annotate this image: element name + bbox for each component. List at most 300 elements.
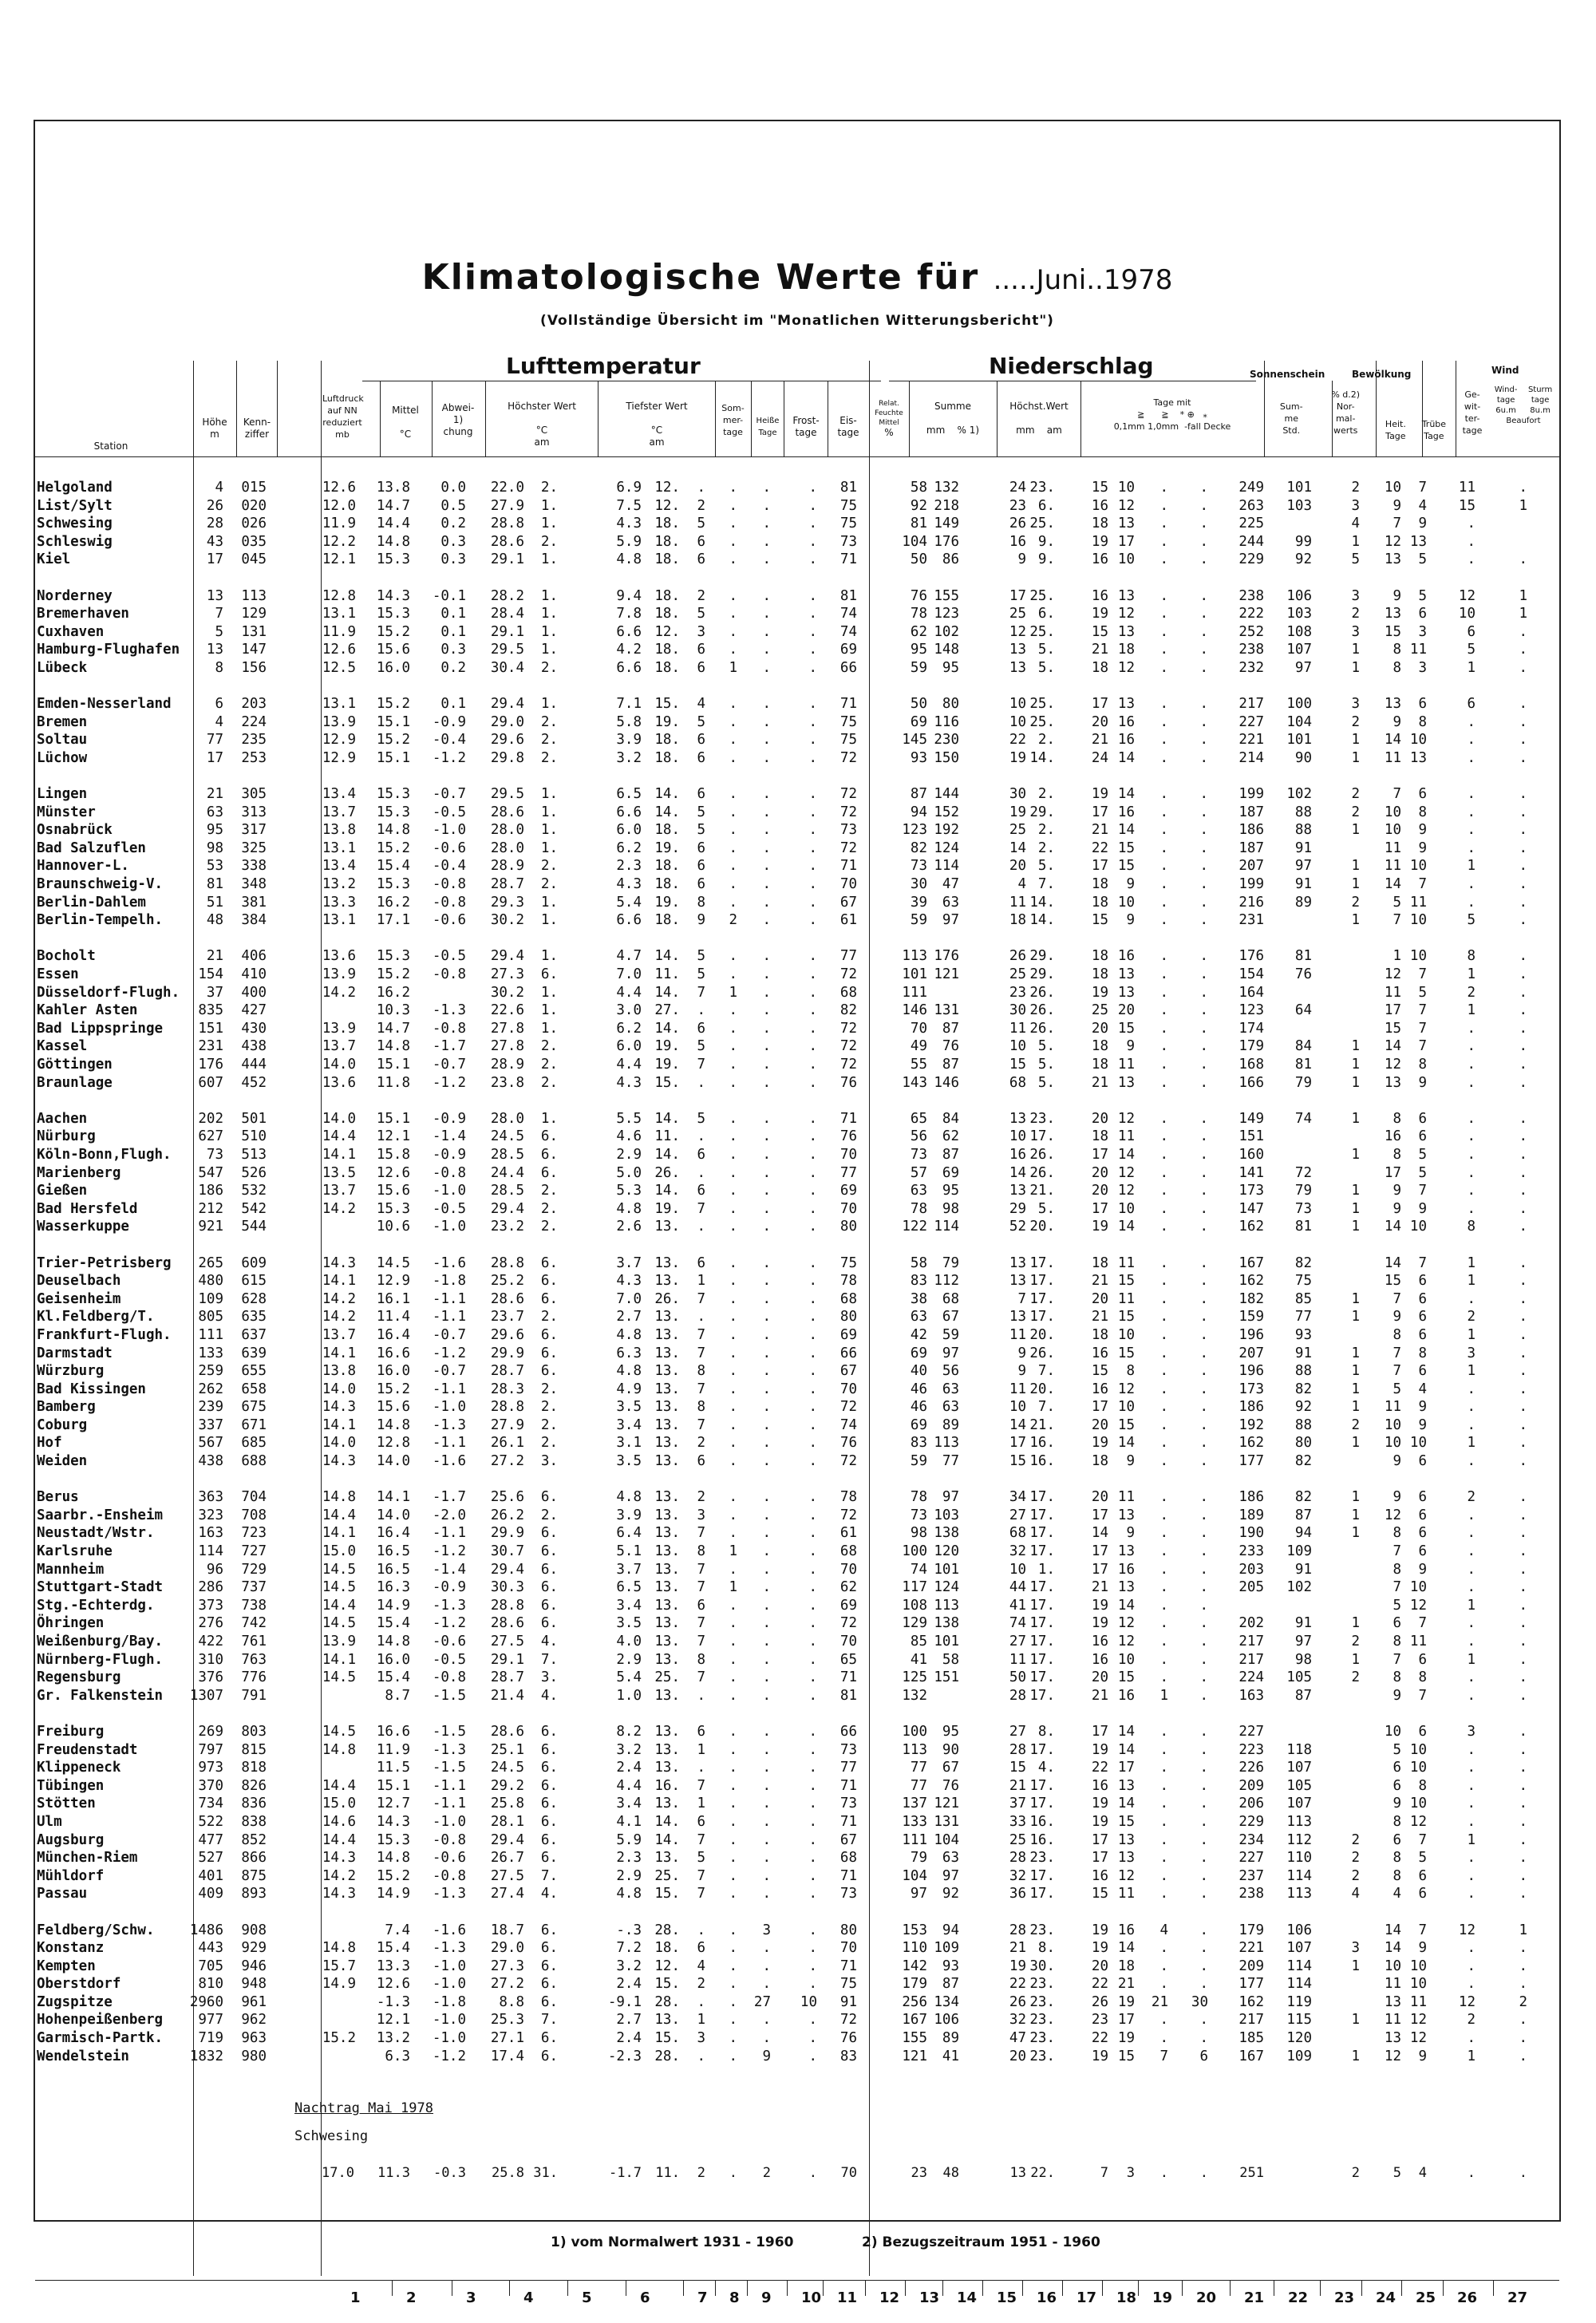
cell-tage-01: 18 xyxy=(1091,1254,1108,1271)
cell-sonne-summe: 196 xyxy=(1238,1326,1264,1343)
column-number: 25 xyxy=(1416,2289,1436,2306)
cell-heissetage: . xyxy=(729,1687,737,1704)
cell-frosttage: . xyxy=(762,2030,771,2047)
cell-truebe: 10 xyxy=(1384,1958,1401,1974)
cell-abweichung: 0.1 xyxy=(440,606,466,622)
cell-mittel: 14.8 xyxy=(376,1634,410,1649)
cell-summe: 69 xyxy=(910,713,927,730)
cell-station: Trier-Petrisberg xyxy=(37,1254,172,1271)
cell-max: 17.4 xyxy=(490,2048,524,2064)
cell-schneedecke: . xyxy=(1199,1020,1208,1037)
cell-min-am: 18. xyxy=(654,912,680,929)
hdr-feuchte: Relat. Feuchte Mittel % xyxy=(875,400,903,438)
cell-summe: 85 xyxy=(910,1634,927,1649)
cell-frosttage: . xyxy=(762,1615,771,1632)
cell-abweichung: -1.4 xyxy=(432,1128,466,1145)
cell-hoechst: 13 xyxy=(1009,642,1026,658)
cell-hoechst-am: 8. xyxy=(1037,1940,1055,1957)
cell-sonne-pct: 109 xyxy=(1286,1543,1312,1560)
cell-tage-10: 12 xyxy=(1117,1615,1135,1632)
cell-heissetage: . xyxy=(729,587,737,604)
cell-schnee: . xyxy=(1159,1796,1168,1812)
cell-station: Stuttgart-Stadt xyxy=(37,1579,164,1596)
cell-min-am: 14. xyxy=(654,804,680,820)
cell-sommertage: 7 xyxy=(697,1579,705,1596)
cell-hoehe: 114 xyxy=(198,1543,223,1560)
cell-truebe: 7 xyxy=(1393,516,1401,532)
cell-hoechst: 68 xyxy=(1009,1074,1026,1091)
cell-min: 2.9 xyxy=(616,1146,642,1163)
cell-summe-pct: 59 xyxy=(942,1326,959,1343)
cell-windtage: . xyxy=(1467,1074,1476,1091)
cell-sonne-summe: 186 xyxy=(1238,822,1264,839)
cell-schneedecke: . xyxy=(1199,1741,1208,1758)
cell-frosttage: . xyxy=(762,1200,771,1217)
cell-sonne-summe: 207 xyxy=(1238,858,1264,875)
cell-min-am: 13. xyxy=(654,1416,680,1433)
cell-luftdruck: 14.0 xyxy=(322,1381,356,1397)
cell-tage-10: 17 xyxy=(1117,2012,1135,2029)
cell-eistage: . xyxy=(808,786,817,803)
cell-sturmtage: . xyxy=(1519,1940,1527,1957)
cell-hoechst-am: 21. xyxy=(1029,1183,1055,1199)
cell-schneedecke: . xyxy=(1199,966,1208,983)
cell-kennziffer: 035 xyxy=(241,533,267,550)
cell-max: 27.4 xyxy=(490,1886,524,1902)
cell-feuchte: 81 xyxy=(839,587,857,604)
cell-tage-01: 19 xyxy=(1091,1435,1108,1452)
cell-schnee: . xyxy=(1159,2012,1168,2029)
cell-hoehe: 627 xyxy=(198,1128,223,1145)
cell-summe-pct: 176 xyxy=(934,533,959,550)
cell-heissetage: . xyxy=(729,1561,737,1578)
table-row xyxy=(35,749,1559,768)
table-row xyxy=(35,804,1559,822)
cell-kennziffer: 224 xyxy=(241,713,267,730)
cell-tage-01: 16 xyxy=(1091,1381,1108,1397)
cell-kennziffer: 826 xyxy=(241,1777,267,1794)
table-row xyxy=(35,1578,1559,1597)
cell-abweichung: -0.5 xyxy=(432,1200,466,1217)
cell-max-am: 6. xyxy=(540,1164,558,1181)
cell-gewitter: 7 xyxy=(1418,1254,1427,1271)
cell-tage-01: 18 xyxy=(1091,894,1108,911)
cell-feuchte: 62 xyxy=(839,1579,857,1596)
cell-truebe: 13 xyxy=(1384,1074,1401,1091)
cell-min-am: 13. xyxy=(654,1273,680,1290)
cell-abweichung: -1.6 xyxy=(432,1254,466,1271)
cell-windtage: 1 xyxy=(1467,1273,1476,1290)
cell-feuchte: 70 xyxy=(839,1561,857,1578)
cell-min: 6.4 xyxy=(616,1525,642,1542)
cell-station: Nürnberg-Flugh. xyxy=(37,1651,164,1668)
cell-gewitter: 7 xyxy=(1418,1020,1427,1037)
cell-heitere: 1 xyxy=(1351,1309,1360,1325)
table-row xyxy=(35,1416,1559,1435)
cell-hoechst: 44 xyxy=(1009,1579,1026,1596)
cell-gewitter: 6 xyxy=(1418,606,1427,622)
cell-luftdruck: 14.0 xyxy=(322,1110,356,1127)
cell-tage-01: 24 xyxy=(1091,749,1108,766)
cell-summe: 155 xyxy=(902,2030,927,2047)
cell-max-am: 2. xyxy=(540,659,558,676)
cell-windtage: . xyxy=(1467,516,1476,532)
column-number: 19 xyxy=(1152,2289,1173,2306)
cell-schneedecke: . xyxy=(1199,1507,1208,1523)
cell-max: 28.8 xyxy=(490,1597,524,1614)
cell-summe: 38 xyxy=(910,1290,927,1307)
cell-schnee: . xyxy=(1159,840,1168,856)
cell-sonne-pct: 91 xyxy=(1294,840,1312,856)
cell-tage-10: 12 xyxy=(1117,1183,1135,1199)
cell-sturmtage: . xyxy=(1519,786,1527,803)
cell-frosttage: . xyxy=(762,606,771,622)
cell-min: 6.6 xyxy=(616,659,642,676)
cell-abweichung: -1.2 xyxy=(432,1074,466,1091)
cell-tage-10: 9 xyxy=(1126,912,1135,929)
cell-schneedecke: . xyxy=(1199,1958,1208,1974)
cell-luftdruck: 11.9 xyxy=(322,623,356,640)
cell-eistage: . xyxy=(808,1777,817,1794)
cell-gewitter: 12 xyxy=(1409,2030,1427,2047)
cell-hoechst-am: 16. xyxy=(1029,1813,1055,1830)
cell-hoehe: 1832 xyxy=(189,2048,223,2064)
cell-feuchte: 71 xyxy=(839,551,857,568)
cell-sonne-summe: 189 xyxy=(1238,1507,1264,1523)
cell-heissetage: . xyxy=(729,551,737,568)
cell-tage-01: 19 xyxy=(1091,984,1108,1001)
cell-truebe: 8 xyxy=(1393,1850,1401,1867)
cell-sonne-summe: 187 xyxy=(1238,804,1264,820)
cell-min: 4.4 xyxy=(616,1057,642,1073)
cell-luftdruck: 14.8 xyxy=(322,1741,356,1758)
cell-summe: 39 xyxy=(910,894,927,911)
cell-max: 28.8 xyxy=(490,1254,524,1271)
row-spacer xyxy=(35,678,1559,696)
cell-heissetage: . xyxy=(729,533,737,550)
cell-sommertage: 6 xyxy=(697,732,705,749)
cell-luftdruck: 14.4 xyxy=(322,1128,356,1145)
cell-station: Bad Salzuflen xyxy=(37,840,146,856)
cell-gewitter: 10 xyxy=(1409,948,1427,965)
cell-heissetage: . xyxy=(729,1326,737,1343)
cell-feuchte: 83 xyxy=(839,2048,857,2064)
cell-truebe: 9 xyxy=(1393,587,1401,604)
cell-schneedecke: . xyxy=(1199,1200,1208,1217)
cell-mittel: 16.1 xyxy=(376,1290,410,1307)
cell-mittel: 11.9 xyxy=(376,1741,410,1758)
cell-hoehe: 26 xyxy=(206,497,223,514)
cell-sonne-summe: 203 xyxy=(1238,1561,1264,1578)
cell-luftdruck: 14.6 xyxy=(322,1813,356,1830)
cell-schnee: . xyxy=(1159,1561,1168,1578)
cell-tage-01: 17 xyxy=(1091,804,1108,820)
cell-max: 24.5 xyxy=(490,1128,524,1145)
cell-hoechst-am: 23. xyxy=(1029,1993,1055,2010)
cell-gewitter: 9 xyxy=(1418,516,1427,532)
cell-heissetage: . xyxy=(729,1958,737,1974)
column-number-tick xyxy=(1493,2280,1494,2296)
cell-sommertage: 6 xyxy=(697,642,705,658)
cell-heissetage: . xyxy=(729,1453,737,1470)
cell-max-am: 1. xyxy=(540,804,558,820)
cell-frosttage: 3 xyxy=(762,1922,771,1938)
cell-schneedecke: . xyxy=(1199,1760,1208,1776)
nachtrag-title: Nachtrag Mai 1978 xyxy=(294,2100,433,2116)
cell-summe: 62 xyxy=(910,623,927,640)
cell-min-am: 25. xyxy=(654,1669,680,1686)
cell-sturmtage: . xyxy=(1519,912,1527,929)
cell-tage-01: 21 xyxy=(1091,1687,1108,1704)
cell-sonne-summe: 149 xyxy=(1238,1110,1264,1127)
cell-eistage: 10 xyxy=(800,1993,817,2010)
cell-mittel: 15.4 xyxy=(376,1669,410,1686)
cell-sturmtage: . xyxy=(1519,659,1527,676)
cell-max-am: 6. xyxy=(540,1146,558,1163)
cell-sommertage: 6 xyxy=(697,749,705,766)
table-row xyxy=(35,2048,1559,2066)
cell-kennziffer: 156 xyxy=(241,659,267,676)
cell-eistage: . xyxy=(808,2030,817,2047)
cell-abweichung: -1.3 xyxy=(432,1597,466,1614)
cell-station: Kiel xyxy=(37,551,71,568)
cell-eistage: . xyxy=(808,1219,817,1235)
cell-hoechst: 11 xyxy=(1009,894,1026,911)
cell-windtage: . xyxy=(1467,1057,1476,1073)
cell-max-am: 2. xyxy=(540,1200,558,1217)
cell-schneedecke: . xyxy=(1199,804,1208,820)
cell-frosttage: . xyxy=(762,1507,771,1523)
cell-eistage: . xyxy=(808,912,817,929)
cell-summe: 153 xyxy=(902,1922,927,1938)
cell-summe-pct: 97 xyxy=(942,1867,959,1884)
cell-hoehe: 231 xyxy=(198,1038,223,1055)
cell-windtage: . xyxy=(1467,1020,1476,1037)
cell-kennziffer: 452 xyxy=(241,1074,267,1091)
cell-kennziffer: 513 xyxy=(241,1146,267,1163)
cell-luftdruck: 13.7 xyxy=(322,1183,356,1199)
cell-hoehe: 443 xyxy=(198,1940,223,1957)
table-row xyxy=(35,821,1559,840)
cell-sommertage: 5 xyxy=(697,822,705,839)
cell-luftdruck: 13.4 xyxy=(322,858,356,875)
cell-hoechst-am: 25. xyxy=(1029,696,1055,713)
cell-gewitter: 6 xyxy=(1418,1326,1427,1343)
cell-sturmtage: . xyxy=(1519,1760,1527,1776)
cell-abweichung: -1.8 xyxy=(432,1993,466,2010)
cell-tage-01: 19 xyxy=(1091,1813,1108,1830)
cell-hoechst: 10 xyxy=(1009,1399,1026,1416)
cell-kennziffer: 962 xyxy=(241,2012,267,2029)
cell-frosttage: . xyxy=(762,516,771,532)
cell-tage-01: 17 xyxy=(1091,696,1108,713)
cell-truebe: 14 xyxy=(1384,1254,1401,1271)
cell-feuchte: 68 xyxy=(839,1290,857,1307)
cell-min: 4.9 xyxy=(616,1381,642,1397)
cell-mittel: 12.8 xyxy=(376,1435,410,1452)
cell-frosttage: . xyxy=(762,1074,771,1091)
cell-station: Braunschweig-V. xyxy=(37,876,164,893)
cell-schnee: . xyxy=(1159,1038,1168,1055)
cell-summe: 69 xyxy=(910,1345,927,1361)
cell-tage-10: 12 xyxy=(1117,1110,1135,1127)
cell-hoechst: 13 xyxy=(1009,1110,1026,1127)
cell-sonne-summe: 244 xyxy=(1238,533,1264,550)
cell-summe-pct: 58 xyxy=(942,1651,959,1668)
cell-max-am: 6. xyxy=(540,1290,558,1307)
cell-sonne-summe: 238 xyxy=(1238,642,1264,658)
cell-abweichung: -1.0 xyxy=(432,1219,466,1235)
cell-summe: 92 xyxy=(910,497,927,514)
cell-heissetage: . xyxy=(729,606,737,622)
cell-sturmtage: . xyxy=(1519,1074,1527,1091)
cell-tage-10: 10 xyxy=(1117,480,1135,496)
cell-eistage: . xyxy=(808,858,817,875)
column-number: 21 xyxy=(1244,2289,1265,2306)
cell-sturmtage: . xyxy=(1519,1290,1527,1307)
cell-sonne-pct: 79 xyxy=(1294,1074,1312,1091)
cell-tage-10: 15 xyxy=(1117,1345,1135,1361)
cell-eistage: . xyxy=(808,480,817,496)
cell-kennziffer: 542 xyxy=(241,1200,267,1217)
cell-windtage: . xyxy=(1467,1381,1476,1397)
cell-schneedecke: . xyxy=(1199,1309,1208,1325)
cell-mittel: 14.8 xyxy=(376,1850,410,1867)
table-row xyxy=(35,947,1559,966)
table-row xyxy=(35,1651,1559,1669)
group-lufttemperatur: Lufttemperatur xyxy=(506,353,701,379)
cell-summe: 113 xyxy=(902,948,927,965)
cell-hoechst-am: 6. xyxy=(1037,606,1055,622)
table-row xyxy=(35,1326,1559,1345)
cell-tage-01: 19 xyxy=(1091,1796,1108,1812)
cell-min-am: 27. xyxy=(654,1002,680,1019)
cell-max-am: 6. xyxy=(540,1777,558,1794)
cell-luftdruck: 14.3 xyxy=(322,1399,356,1416)
cell-max-am: 1. xyxy=(540,642,558,658)
cell-sturmtage: . xyxy=(1519,1200,1527,1217)
cell-sonne-pct: 105 xyxy=(1286,1777,1312,1794)
cell-truebe: 11 xyxy=(1384,749,1401,766)
cell-hoehe: 265 xyxy=(198,1254,223,1271)
cell-feuchte: 77 xyxy=(839,948,857,965)
cell-hoechst-am: 17. xyxy=(1029,1651,1055,1668)
cell-station: Köln-Bonn,Flugh. xyxy=(37,1146,172,1163)
cell-gewitter: 10 xyxy=(1409,732,1427,749)
cell-abweichung: -0.9 xyxy=(432,1110,466,1127)
cell-mittel: 14.3 xyxy=(376,587,410,604)
cell-frosttage: . xyxy=(762,876,771,893)
cell-min: 5.3 xyxy=(616,1183,642,1199)
cell-summe: 113 xyxy=(902,1741,927,1758)
cell-min: 2.3 xyxy=(616,1850,642,1867)
table-row xyxy=(35,1958,1559,1976)
cell-hoechst: 16 xyxy=(1009,1146,1026,1163)
cell-truebe: 13 xyxy=(1384,2030,1401,2047)
cell-tage-01: 15 xyxy=(1091,1886,1108,1902)
cell-eistage: . xyxy=(808,732,817,749)
cell-tage-10: 10 xyxy=(1117,1399,1135,1416)
cell-sturmtage: . xyxy=(1519,1886,1527,1902)
cell-hoechst: 16 xyxy=(1009,533,1026,550)
cell-hoechst-am: 14. xyxy=(1029,912,1055,929)
cell-tage-10: 10 xyxy=(1117,1326,1135,1343)
cell-max: 27.5 xyxy=(490,1867,524,1884)
nachtrag-cell: 11. xyxy=(655,2165,680,2181)
cell-summe: 129 xyxy=(902,1615,927,1632)
cell-gewitter: 7 xyxy=(1418,876,1427,893)
cell-sonne-pct: 120 xyxy=(1286,2030,1312,2047)
cell-heissetage: . xyxy=(729,2012,737,2029)
cell-sonne-pct: 107 xyxy=(1286,1796,1312,1812)
cell-heissetage: . xyxy=(729,1219,737,1235)
table-row xyxy=(35,2011,1559,2029)
cell-sommertage: 7 xyxy=(697,1057,705,1073)
cell-sonne-pct: 114 xyxy=(1286,1958,1312,1974)
cell-schnee: . xyxy=(1159,1453,1168,1470)
cell-eistage: . xyxy=(808,606,817,622)
cell-hoechst-am: 20. xyxy=(1029,1219,1055,1235)
cell-truebe: 10 xyxy=(1384,1435,1401,1452)
cell-eistage: . xyxy=(808,642,817,658)
cell-feuchte: 73 xyxy=(839,822,857,839)
cell-schnee: . xyxy=(1159,1290,1168,1307)
cell-station: Kassel xyxy=(37,1038,88,1055)
cell-sturmtage: . xyxy=(1519,822,1527,839)
cell-station: Kahler Asten xyxy=(37,1002,138,1019)
cell-truebe: 15 xyxy=(1384,1020,1401,1037)
cell-tage-10: 10 xyxy=(1117,551,1135,568)
cell-schnee: . xyxy=(1159,1615,1168,1632)
cell-sonne-pct: 82 xyxy=(1294,1254,1312,1271)
cell-hoechst: 15 xyxy=(1009,1453,1026,1470)
table-row xyxy=(35,2029,1559,2048)
cell-min-am: 13. xyxy=(654,1309,680,1325)
cell-kennziffer: 305 xyxy=(241,786,267,803)
cell-sonne-summe: 209 xyxy=(1238,1958,1264,1974)
cell-tage-10: 14 xyxy=(1117,786,1135,803)
cell-min: 5.9 xyxy=(616,533,642,550)
cell-windtage: 3 xyxy=(1467,1345,1476,1361)
cell-min-am: 26. xyxy=(654,1164,680,1181)
cell-station: Oberstdorf xyxy=(37,1976,121,1993)
cell-sommertage: . xyxy=(697,1993,705,2010)
cell-min: 5.8 xyxy=(616,713,642,730)
cell-station: Frankfurt-Flugh. xyxy=(37,1326,172,1343)
nachtrag-station: Schwesing xyxy=(294,2128,369,2144)
cell-sommertage: 6 xyxy=(697,1254,705,1271)
cell-tage-10: 15 xyxy=(1117,840,1135,856)
column-number: 20 xyxy=(1196,2289,1217,2306)
cell-max: 29.1 xyxy=(490,623,524,640)
cell-hoechst-am: 17. xyxy=(1029,1579,1055,1596)
cell-sommertage: 7 xyxy=(697,1867,705,1884)
cell-heissetage: . xyxy=(729,1128,737,1145)
cell-schneedecke: . xyxy=(1199,948,1208,965)
cell-kennziffer: 532 xyxy=(241,1183,267,1199)
cell-truebe: 6 xyxy=(1393,1760,1401,1776)
cell-schneedecke: . xyxy=(1199,516,1208,532)
cell-eistage: . xyxy=(808,1326,817,1343)
row-spacer xyxy=(35,1903,1559,1922)
cell-feuchte: 75 xyxy=(839,1254,857,1271)
cell-tage-01: 17 xyxy=(1091,1543,1108,1560)
cell-sommertage: 6 xyxy=(697,533,705,550)
cell-hoehe: 310 xyxy=(198,1651,223,1668)
cell-eistage: . xyxy=(808,1020,817,1037)
cell-heitere: 3 xyxy=(1351,623,1360,640)
title-main: Klimatologische Werte für xyxy=(421,257,980,298)
